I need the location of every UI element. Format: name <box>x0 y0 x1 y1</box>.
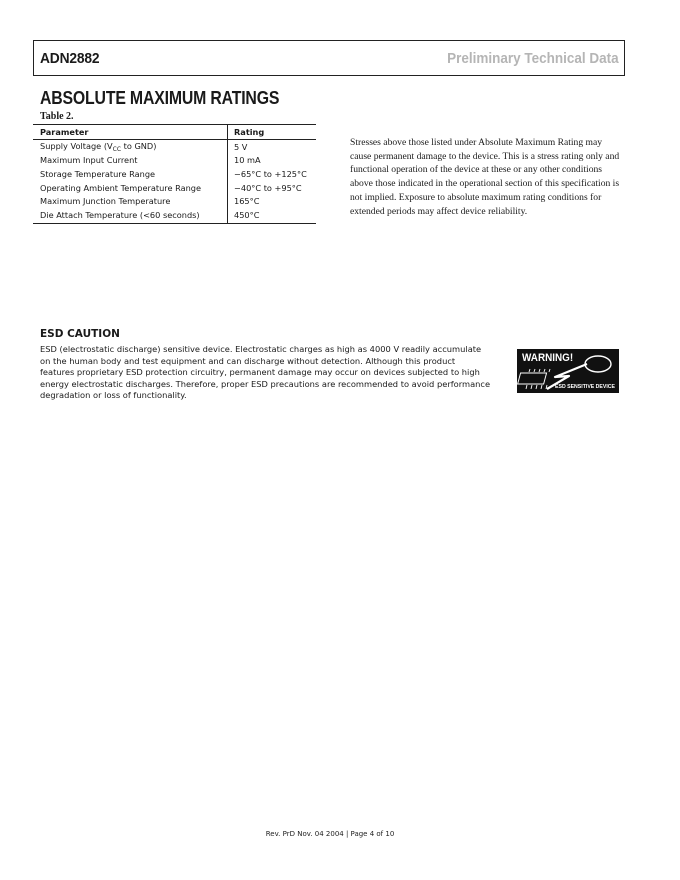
page-footer: Rev. PrD Nov. 04 2004 | Page 4 of 10 <box>265 830 395 838</box>
esd-warning-graphic <box>517 349 619 393</box>
page-header <box>33 40 625 76</box>
table-cell-rating: 450°C <box>228 208 317 223</box>
table-row <box>33 208 316 223</box>
warning-label: WARNING! <box>522 352 574 364</box>
table-cell-parameter: Die Attach Temperature (<60 seconds) <box>40 209 200 220</box>
part-number: ADN2882 <box>40 50 100 67</box>
table-cell-parameter: Operating Ambient Temperature Range <box>40 182 202 193</box>
table-cell-rating: 10 mA <box>228 154 317 168</box>
ratings-table <box>33 124 316 224</box>
table-row <box>33 167 316 181</box>
table-row <box>33 154 316 168</box>
esd-sensitive-caption: ESD SENSITIVE DEVICE <box>555 384 615 390</box>
stress-note: Stresses above those listed under Absolute Maximum Rating may cause permanent damage to the device. This is a stress rating only and functional operation of the device at these or any other conditions above those indicated in the operational section of this specification is not implied. Exposure to absolute maximum rating conditions for extended periods may affect device reliability. <box>350 137 620 217</box>
table-cell-rating: 5 V <box>228 140 317 154</box>
parameter-text-suffix: to GND) <box>121 140 157 151</box>
table-caption: Table 2. <box>40 111 74 122</box>
section-title: ABSOLUTE MAXIMUM RATINGS <box>40 88 280 108</box>
parameter-text: Supply Voltage (V <box>40 140 113 151</box>
table-cell-parameter: Storage Temperature Range <box>40 168 156 179</box>
table-cell-rating: −40°C to +95°C <box>228 181 317 195</box>
table-cell-parameter <box>33 140 228 154</box>
esd-caution-text: ESD (electrostatic discharge) sensitive device. Electrostatic charges as high as 4000 V readily accumulate on the human body and test equipment and can discharge without detection. Although this product features proprietary ESD protection circuitry, permanent damage may occur on devices subjected to high energy electrostatic discharges. Therefore, proper ESD precautions are recommended to avoid performance degradation or loss of functionality. <box>40 344 491 401</box>
table-cell-rating: −65°C to +125°C <box>228 167 317 181</box>
table-header-row <box>33 125 316 140</box>
esd-caution-heading: ESD CAUTION <box>40 328 120 340</box>
table-cell-parameter: Maximum Junction Temperature <box>40 196 171 207</box>
table-row <box>33 181 316 195</box>
column-header-parameter: Parameter <box>33 125 228 140</box>
table-cell-rating: 165°C <box>228 194 317 208</box>
table-row <box>33 140 316 154</box>
parameter-subscript: CC <box>112 145 122 153</box>
column-header-rating: Rating <box>228 125 317 140</box>
table-cell-parameter: Maximum Input Current <box>40 155 138 166</box>
document-status: Preliminary Technical Data <box>447 50 619 67</box>
table-row <box>33 194 316 208</box>
